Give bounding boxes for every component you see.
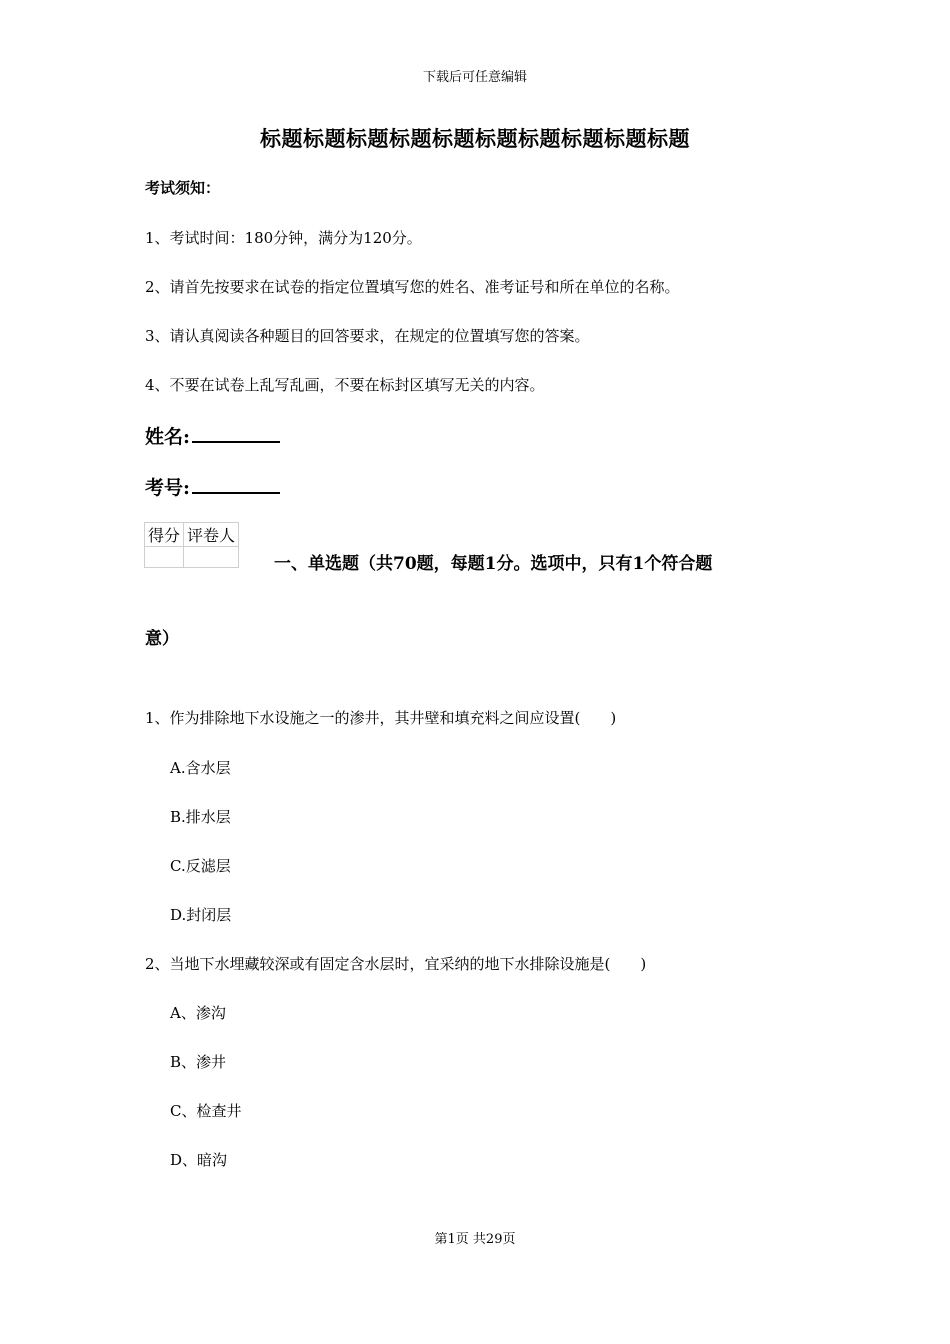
score-cell[interactable] xyxy=(145,547,184,568)
exam-id-label: 考号: xyxy=(145,477,191,499)
notice-heading: 考试须知： xyxy=(145,179,221,197)
question-stem: 1、作为排除地下水设施之一的渗井，其井壁和填充料之间应设置( ) xyxy=(145,709,617,727)
page-footer: 第1页 共29页 xyxy=(434,1232,516,1247)
score-header: 得分 xyxy=(145,523,184,547)
question-option: A.含水层 xyxy=(170,759,231,777)
question-option: B、渗井 xyxy=(170,1053,227,1071)
notice-item: 4、不要在试卷上乱写乱画，不要在标封区填写无关的内容。 xyxy=(145,376,545,394)
exam-id-blank-line[interactable] xyxy=(192,474,280,494)
section-title-continued: 意） xyxy=(145,629,179,649)
question-option: B.排水层 xyxy=(170,808,231,826)
grader-header: 评卷人 xyxy=(184,523,239,547)
question-stem: 2、当地下水埋藏较深或有固定含水层时，宜采纳的地下水排除设施是( ) xyxy=(145,955,647,973)
header-note: 下载后可任意编辑 xyxy=(422,70,527,85)
name-field[interactable] xyxy=(145,422,280,449)
exam-id-field[interactable] xyxy=(145,473,280,500)
question-option: A、渗沟 xyxy=(170,1004,226,1022)
score-table xyxy=(144,522,239,568)
question-option: D.封闭层 xyxy=(170,906,232,924)
notice-item: 3、请认真阅读各种题目的回答要求，在规定的位置填写您的答案。 xyxy=(145,327,590,345)
document-title: 标题标题标题标题标题标题标题标题标题标题 xyxy=(260,126,690,151)
name-label: 姓名: xyxy=(145,426,191,448)
question-option: D、暗沟 xyxy=(170,1151,228,1169)
grader-cell[interactable] xyxy=(184,547,239,568)
notice-item: 1、考试时间：180分钟，满分为120分。 xyxy=(145,229,422,247)
question-option: C、检查井 xyxy=(170,1102,242,1120)
section-title: 一、单选题（共70题，每题1分。选项中，只有1个符合题 xyxy=(274,554,713,574)
name-blank-line[interactable] xyxy=(192,423,280,443)
question-option: C.反滤层 xyxy=(170,857,231,875)
notice-item: 2、请首先按要求在试卷的指定位置填写您的姓名、准考证号和所在单位的名称。 xyxy=(145,278,680,296)
